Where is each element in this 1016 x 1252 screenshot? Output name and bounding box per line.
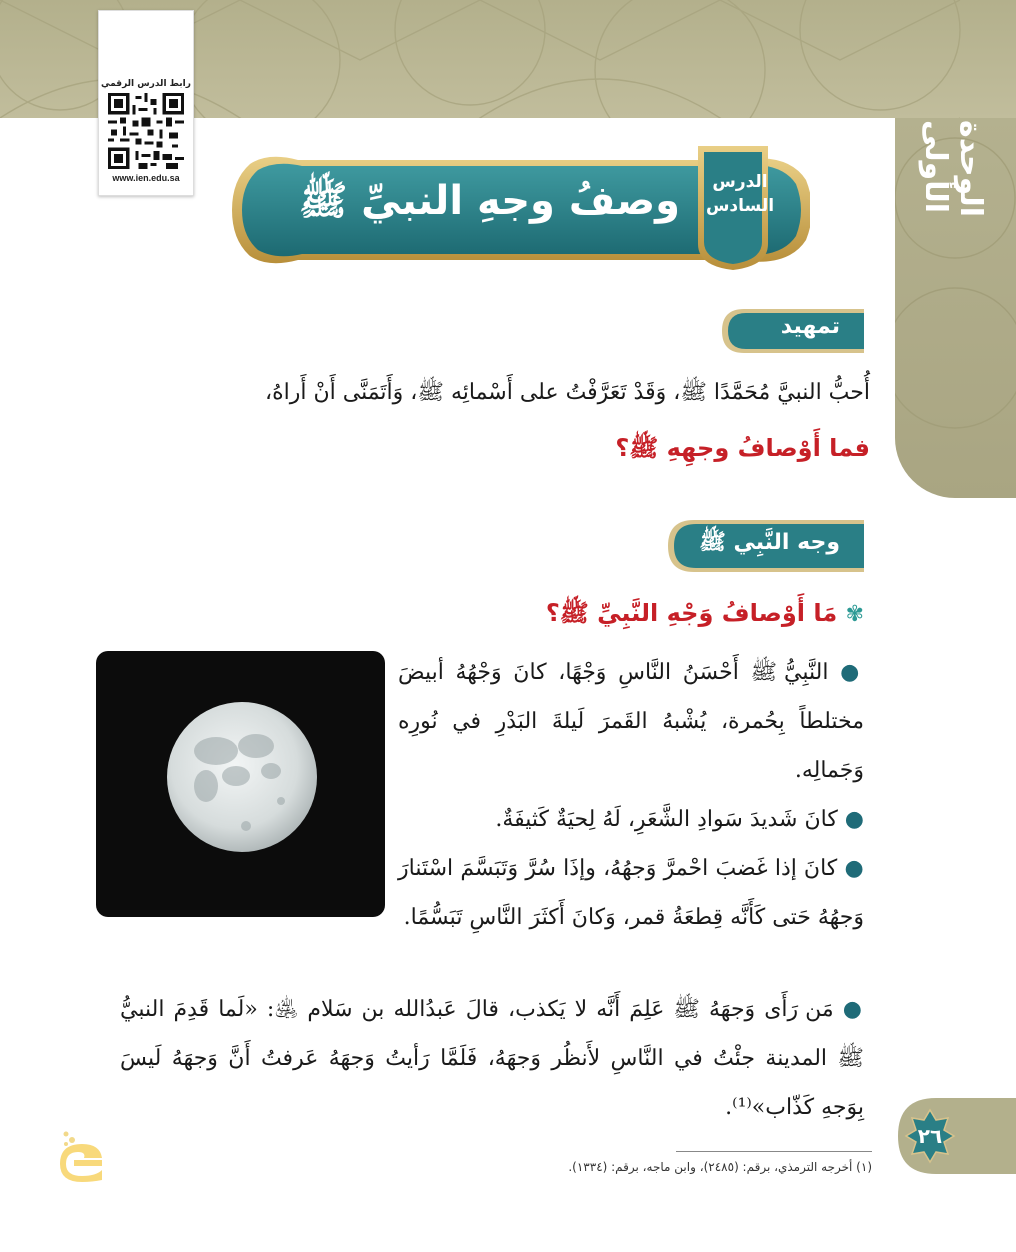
list-item-text: النَّبِيُّ ﷺ أَحْسَنُ النَّاسِ وَجْهًا، كانَ وَجْهُهُ أبيضَ مختلطاً بِحُمرة، يُشْبهُ القَمرَ لَيلةَ البَدْرِ في نُورِه وَجَمالِه. [398, 660, 864, 783]
hadith-paragraph [120, 985, 864, 1132]
section-tab [666, 518, 864, 566]
lesson-number-line2: السادس [705, 196, 775, 216]
intro-question: فما أَوْصافُ وجهِهِ ﷺ؟ [615, 434, 870, 462]
unit-title: الوحدة الأولى [918, 120, 988, 218]
intro-text: أُحبُّ النبيَّ مُحَمَّدًا ﷺ، وَقَدْ تَعَرَّفْتُ على أَسْمائِه ﷺ، وَأَتَمَنَّى أَنْ أَراهُ، [265, 380, 870, 405]
publisher-logo-icon [56, 1128, 108, 1182]
list-item [398, 795, 864, 844]
list-item [120, 985, 864, 1132]
intro-tab-label: تمهيد [780, 314, 840, 339]
lesson-title: وصفُ وجهِ النبيِّ ﷺ [298, 178, 680, 224]
moon-image [96, 651, 385, 917]
bullet-icon: ● [844, 807, 864, 832]
lesson-number-line1: الدرس [712, 172, 768, 192]
footnote: (١) أخرجه الترمذي، برقم: (٢٤٨٥)، وابن ماجه، برقم: (١٣٣٤). [568, 1160, 872, 1174]
description-list [398, 648, 864, 942]
bullet-icon: ● [840, 660, 864, 685]
list-item-text: مَن رَأَى وَجهَهُ ﷺ عَلِمَ أَنَّه لا يَكذب، قالَ عَبدُالله بن سَلام ﵁: «لَما قَدِمَ النبيُّ ﷺ المدينة جئْتُ في النَّاسِ لأَنظُر وَجهَهُ، فَلَمَّا رَأيتُ وَجهَهُ عَرفتُ أَنَّ وَجهَهُ لَيسَ بِوَجهِ كَذّاب»⁽¹⁾. [120, 997, 864, 1120]
qr-label: رابط الدرس الرقمي [101, 79, 191, 89]
section-question-text: مَا أَوْصافُ وَجْهِ النَّبِيِّ ﷺ؟ [545, 599, 838, 627]
list-item [398, 648, 864, 795]
list-item [398, 844, 864, 942]
footnote-divider [676, 1151, 872, 1152]
section-tab-label: وجه النَّبِي ﷺ [699, 530, 840, 555]
qr-card[interactable] [98, 10, 194, 196]
qr-code-icon[interactable] [108, 93, 184, 169]
bullet-icon: ● [844, 856, 865, 881]
section-question [400, 598, 864, 633]
page-number: ٢٦ [917, 1124, 943, 1148]
list-item-text: كانَ شَديدَ سَوادِ الشَّعَرِ، لَهُ لِحيَةٌ كَثيفَةٌ. [495, 807, 838, 832]
full-moon-icon [96, 651, 385, 917]
bullet-icon: ● [842, 997, 864, 1022]
star-ornament-icon: ✾ [845, 602, 864, 627]
list-item-text: كانَ إذا غَضبَ احْمرَّ وَجهُهُ، وإذَا سُرَّ وَتَبَسَّمَ اسْتَنارَ وَجهُهُ حَتى كَأَنَّه قِطعَةُ قمر، وَكانَ أَكثَرَ النَّاسِ تَبَسُّمًا. [398, 856, 864, 930]
intro-tab [720, 307, 864, 355]
lesson-number [700, 170, 780, 230]
qr-url[interactable]: www.ien.edu.sa [112, 173, 180, 183]
